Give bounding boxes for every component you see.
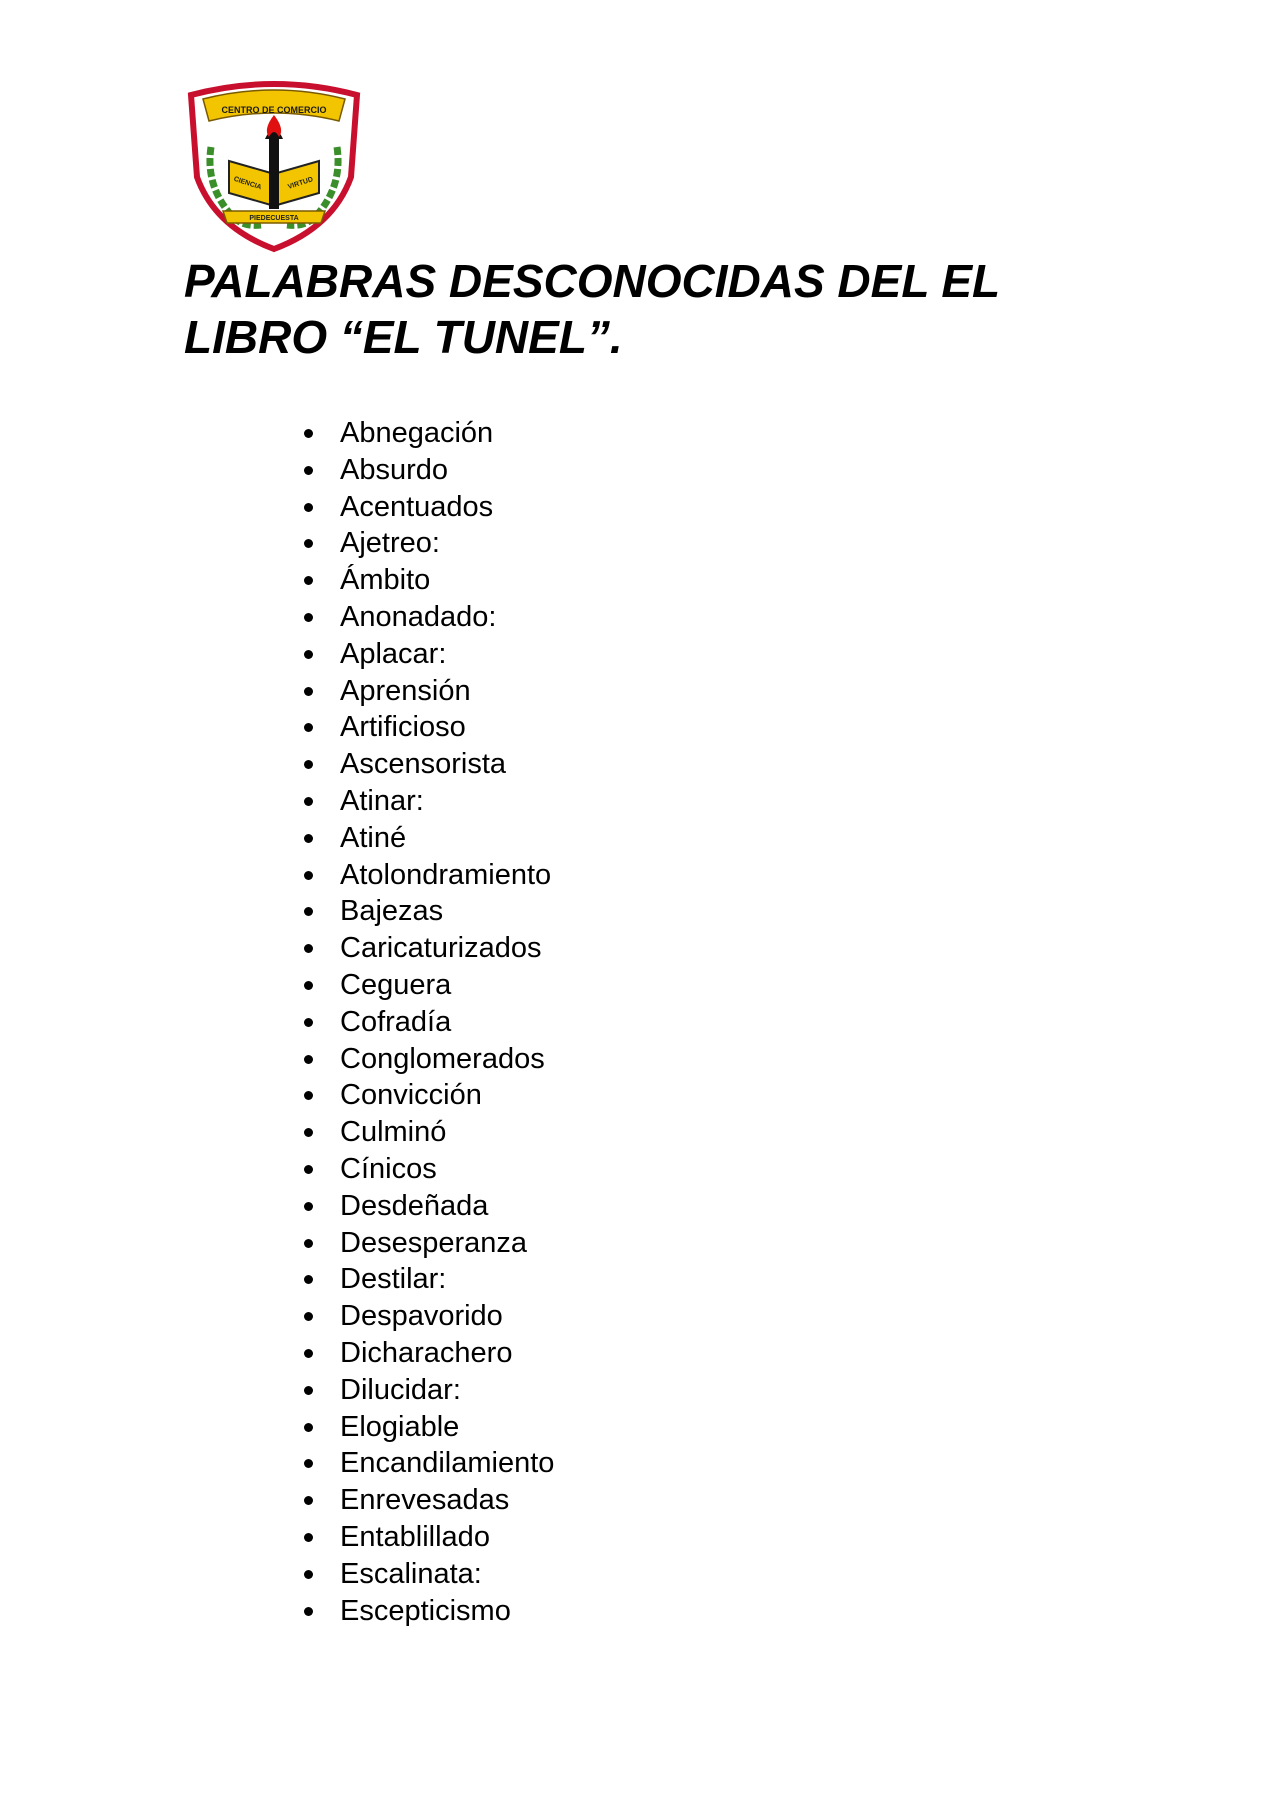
list-item-text: Bajezas: [340, 895, 444, 928]
bullet-icon: [304, 1055, 313, 1064]
bullet-icon: [304, 1386, 313, 1395]
list-item: [296, 967, 554, 1004]
bullet-icon: [304, 1349, 313, 1358]
word-list: [296, 415, 554, 1629]
list-item-text: Dicharachero: [340, 1336, 513, 1369]
bullet-icon: [304, 944, 313, 953]
list-item-text: Dilucidar:: [340, 1373, 461, 1406]
list-item-text: Escalinata:: [340, 1557, 482, 1590]
bullet-icon: [304, 797, 313, 806]
crest-icon: [183, 77, 365, 253]
list-item: [296, 930, 554, 967]
list-item-text: Acentuados: [340, 490, 494, 523]
list-item: [296, 452, 554, 489]
list-item-text: Aprensión: [340, 674, 471, 707]
bullet-icon: [304, 907, 313, 916]
list-item: [296, 1261, 554, 1298]
list-item: [296, 1077, 554, 1114]
bullet-icon: [304, 1018, 313, 1027]
bullet-icon: [304, 1128, 313, 1137]
list-item-text: Ámbito: [340, 564, 431, 597]
list-item-text: Atiné: [340, 821, 407, 854]
list-item-text: Encandilamiento: [340, 1447, 555, 1480]
list-item: [296, 1409, 554, 1446]
list-item: [296, 783, 554, 820]
logo-top-text: CENTRO DE COMERCIO: [221, 105, 327, 115]
list-item-text: Atinar:: [340, 784, 424, 817]
bullet-icon: [304, 723, 313, 732]
list-item: [296, 1519, 554, 1556]
list-item-text: Ajetreo:: [340, 527, 440, 560]
list-item: [296, 489, 554, 526]
document-title: [184, 253, 1144, 365]
school-crest-logo: [183, 77, 365, 253]
list-item: [296, 857, 554, 894]
bullet-icon: [304, 1091, 313, 1100]
bullet-icon: [304, 1275, 313, 1284]
list-item-text: Convicción: [340, 1079, 482, 1112]
list-item-text: Cínicos: [340, 1152, 437, 1185]
list-item-text: Abnegación: [340, 417, 494, 449]
list-item: [296, 1114, 554, 1151]
list-item-text: Cofradía: [340, 1005, 452, 1038]
list-item-text: Culminó: [340, 1116, 447, 1149]
list-item: [296, 709, 554, 746]
bullet-icon: [304, 871, 313, 880]
list-item: [296, 1188, 554, 1225]
logo-left-book-text: CIENCIA: [232, 175, 263, 192]
list-item-text: Destilar:: [340, 1263, 447, 1296]
list-item: [296, 1298, 554, 1335]
title-line-1: PALABRAS DESCONOCIDAS DEL EL: [184, 255, 1001, 307]
bullet-icon: [304, 466, 313, 475]
list-item-text: Conglomerados: [340, 1042, 545, 1075]
list-item: [296, 525, 554, 562]
list-item-text: Absurdo: [340, 453, 449, 486]
bullet-icon: [304, 981, 313, 990]
list-item-text: Artificioso: [340, 711, 466, 744]
list-item: [296, 1556, 554, 1593]
bullet-icon: [304, 503, 313, 512]
list-item-text: Desdeñada: [340, 1189, 489, 1222]
logo-right-book-text: VIRTUD: [287, 176, 315, 191]
list-item: [296, 746, 554, 783]
list-item: [296, 415, 554, 452]
bullet-icon: [304, 1423, 313, 1432]
bullet-icon: [304, 650, 313, 659]
bullet-icon: [304, 1496, 313, 1505]
bullet-icon: [304, 1202, 313, 1211]
bullet-icon: [304, 687, 313, 696]
list-item: [296, 1335, 554, 1372]
logo-bottom-text: PIEDECUESTA: [249, 215, 299, 222]
bullet-icon: [304, 1312, 313, 1321]
list-item-text: Entablillado: [340, 1520, 490, 1553]
bullet-icon: [304, 429, 313, 438]
list-item-text: Aplacar:: [340, 637, 447, 670]
bullet-icon: [304, 1165, 313, 1174]
bullet-icon: [304, 1239, 313, 1248]
bullet-icon: [304, 1459, 313, 1468]
list-item: [296, 820, 554, 857]
list-item-text: Anonadado:: [340, 600, 497, 633]
list-item: [296, 673, 554, 710]
bullet-icon: [304, 760, 313, 769]
bullet-icon: [304, 539, 313, 548]
list-item: [296, 636, 554, 673]
bullet-icon: [304, 834, 313, 843]
list-item: [296, 893, 554, 930]
list-item-text: Enrevesadas: [340, 1484, 510, 1517]
list-item: [296, 1482, 554, 1519]
bullet-icon: [304, 1533, 313, 1542]
bullet-icon: [304, 1570, 313, 1579]
list-item: [296, 1372, 554, 1409]
list-item: [296, 1593, 554, 1630]
bullet-icon: [304, 576, 313, 585]
list-item: [296, 1004, 554, 1041]
bullet-icon: [304, 1607, 313, 1616]
list-item-text: Escepticismo: [340, 1594, 511, 1627]
list-item-text: Atolondramiento: [340, 858, 552, 891]
list-item: [296, 1445, 554, 1482]
bullet-icon: [304, 613, 313, 622]
list-item: [296, 1151, 554, 1188]
list-item: [296, 599, 554, 636]
list-item-text: Elogiable: [340, 1410, 460, 1443]
title-line-2: LIBRO “EL TUNEL”.: [184, 311, 623, 363]
list-item-text: Desesperanza: [340, 1226, 527, 1259]
list-item-text: Ceguera: [340, 968, 452, 1001]
list-item: [296, 1041, 554, 1078]
list-item-text: Ascensorista: [340, 748, 507, 781]
list-item-text: Caricaturizados: [340, 932, 542, 965]
list-item-text: Despavorido: [340, 1300, 503, 1333]
list-item: [296, 562, 554, 599]
list-item: [296, 1225, 554, 1262]
